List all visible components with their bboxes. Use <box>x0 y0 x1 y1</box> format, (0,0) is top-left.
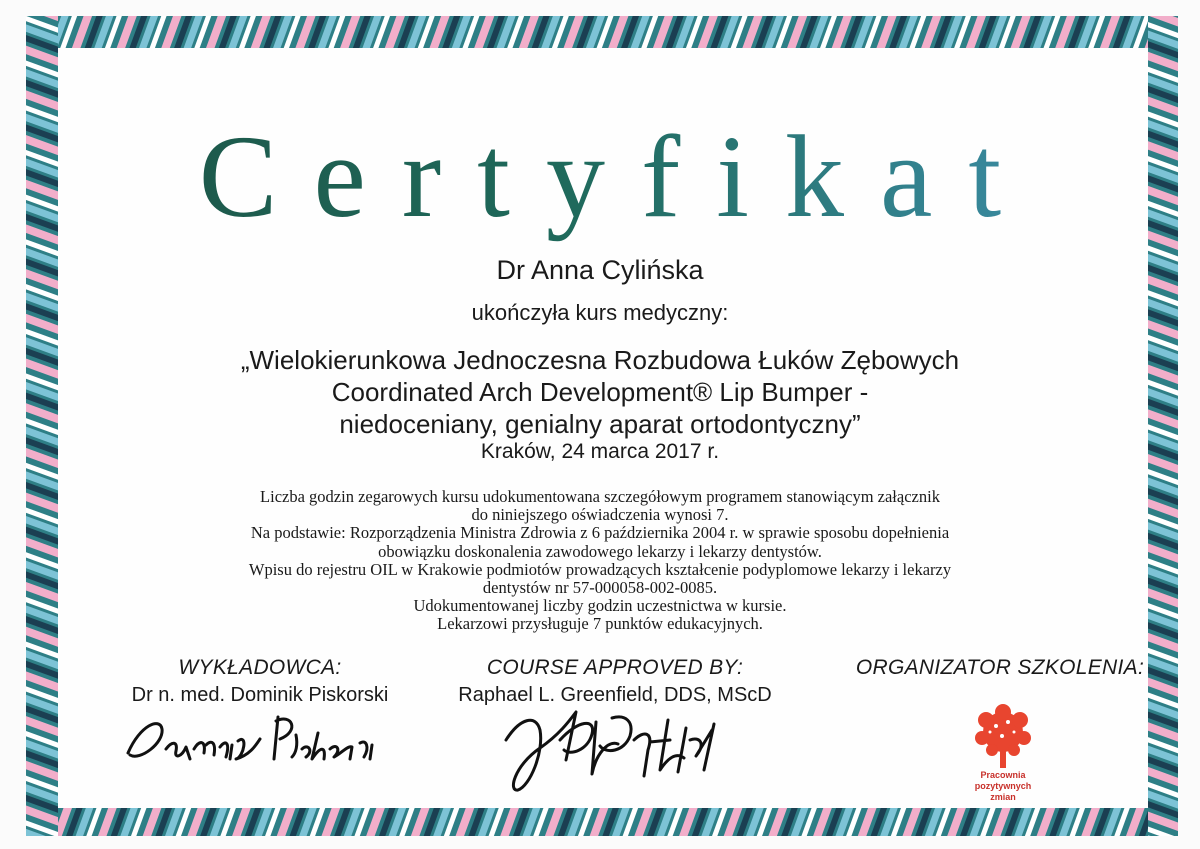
details-line: do niniejszego oświadczenia wynosi 7. <box>471 505 729 525</box>
lecturer-signature <box>120 705 390 775</box>
details-line: Lekarzowi przysługuje 7 punktów edukacyjnych. <box>437 614 763 634</box>
approved-name: Raphael L. Greenfield, DDS, MScD <box>458 684 772 706</box>
lecturer-block <box>90 656 430 707</box>
organizer-block <box>845 656 1155 680</box>
approver-signature <box>500 700 730 800</box>
organizer-header: ORGANIZATOR SZKOLENIA: <box>855 656 1145 679</box>
details-line: dentystów nr 57-000058-002-0085. <box>482 578 718 598</box>
course-line: „Wielokierunkowa Jednoczesna Rozbudowa Łuków Zębowych <box>240 345 960 375</box>
logo-line: Pracownia <box>980 770 1026 780</box>
certificate-title: Certyfikat <box>198 111 1038 242</box>
place-date: Kraków, 24 marca 2017 r. <box>480 440 720 463</box>
logo-line: zmian <box>990 792 1016 802</box>
details-line: Liczba godzin zegarowych kursu udokumentowana szczegółowym programem stanowiącym załącznik <box>260 487 940 506</box>
lecturer-header: WYKŁADOWCA: <box>178 656 342 679</box>
course-line: Coordinated Arch Development® Lip Bumper - <box>331 377 869 407</box>
lecturer-name: Dr n. med. Dominik Piskorski <box>131 684 389 706</box>
details-line: Udokumentowanej liczby godzin uczestnictwa w kursie. <box>413 596 787 616</box>
course-line: niedoceniany, genialny aparat ortodontyczny” <box>339 409 861 439</box>
details-line: Na podstawie: Rozporządzenia Ministra Zdrowia z 6 października 2004 r. w sprawie sposobu dopełnienia <box>250 523 950 543</box>
completed-line: ukończyła kurs medyczny: <box>471 300 729 325</box>
organizer-logo <box>968 702 1038 806</box>
details-line: Wpisu do rejestru OIL w Krakowie podmiotów prowadzących kształcenie podyplomowe lekarzy i lekarzy <box>248 559 952 579</box>
recipient-name: Dr Anna Cylińska <box>496 255 704 285</box>
details-line: obowiązku doskonalenia zawodowego lekarzy i lekarzy dentystów. <box>378 541 822 561</box>
course-details <box>0 488 1200 634</box>
course-title <box>0 344 1200 440</box>
logo-line: pozytywnych <box>974 781 1032 791</box>
approved-header: COURSE APPROVED BY: <box>486 656 744 679</box>
